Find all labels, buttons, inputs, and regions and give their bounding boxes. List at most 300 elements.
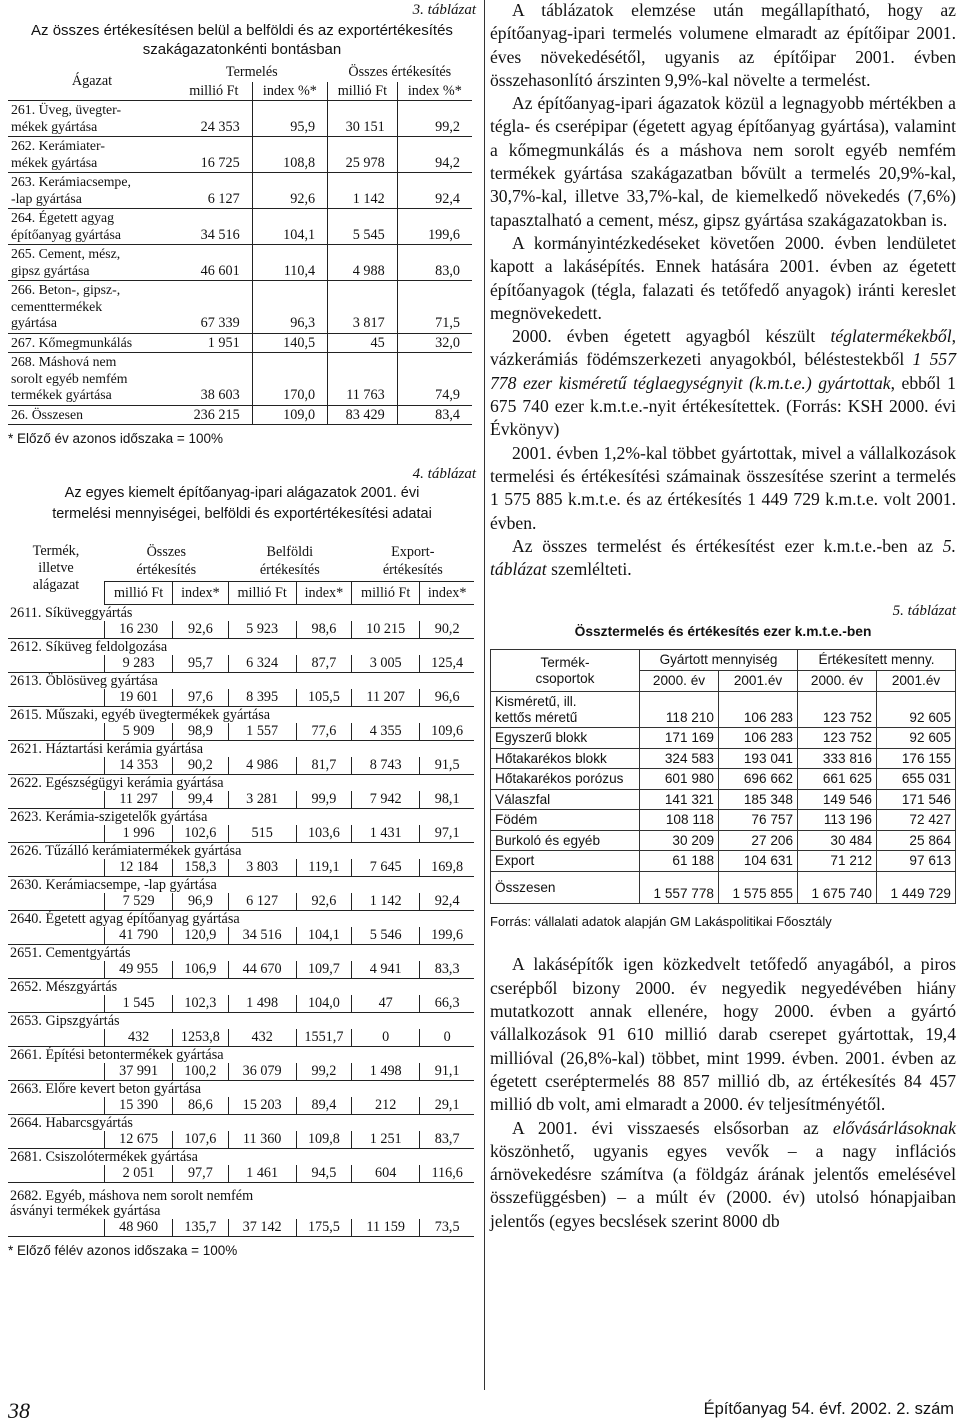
table4-group-row [8,1183,474,1220]
table4-header-col: index* [173,582,228,605]
table3-cell: 109,0 [252,405,327,425]
table4-cell: 212 [352,1097,420,1115]
table3-row [8,405,472,425]
table3-row [8,173,472,209]
table4-cell: 8 743 [352,757,420,775]
table4-group-name: 2681. Csiszolótermékek gyártása [10,1149,198,1165]
table5-cell: 104 631 [719,851,798,872]
table3-row [8,137,472,173]
table5-cell: 123 752 [798,728,877,749]
table4-cell: 5 909 [105,723,173,741]
table5-cell: 655 031 [877,769,956,790]
table3-cell: 25 978 [328,137,398,173]
table4-cell: 98,1 [420,791,474,809]
table5-cell: 185 348 [719,789,798,810]
table5-cell: 123 752 [798,692,877,728]
table4-header-col: millió Ft [105,582,173,605]
table4-cell: 4 355 [352,723,420,741]
table4-cell: 125,4 [420,655,474,673]
table3-cell: 32,0 [397,333,472,353]
table4-group-name: 2612. Síküveg feldolgozása [10,639,168,655]
table4-cell: 37 991 [105,1063,173,1081]
table4-cell: 83,7 [420,1131,474,1149]
table5-row [491,789,956,810]
table4-cell: 36 079 [228,1063,296,1081]
table4-cell: 73,5 [420,1219,474,1237]
table4-cell: 89,4 [296,1097,351,1115]
table4-value-row [8,1165,474,1183]
table4 [8,541,474,1237]
table5-header-group: Termék- csoportok [491,650,640,692]
table4-cell: 4 941 [352,961,420,979]
table4-cell: 0 [420,1029,474,1047]
table4-header-domestic: Belföldi értékesítés [259,544,320,578]
table4-cell: 104,0 [296,995,351,1013]
table5-row [491,692,956,728]
table5-row [491,830,956,851]
table4-cell: 199,6 [420,927,474,945]
table4-group-name: 2623. Kerámia-szigetelők gyártása [10,809,208,825]
table4-group-row [8,843,474,860]
table4-cell: 10 215 [352,621,420,639]
table3-cell: 92,6 [252,173,327,209]
table4-cell: 96,6 [420,689,474,707]
table3-cell: 38 603 [176,353,252,406]
table4-cell: 1 251 [352,1131,420,1149]
table4-cell: 11 159 [352,1219,420,1237]
table5-cell: 1 557 778 [640,871,719,904]
table4-cell: 90,2 [420,621,474,639]
table5-cell: 72 427 [877,810,956,831]
table4-cell: 8 395 [228,689,296,707]
table3-header-sales: Összes értékesítés [348,64,452,80]
table3-row-name: 265. Cement, mész, gipsz gyártása [8,245,176,281]
table4-cell: 1 498 [352,1063,420,1081]
table4-cell: 12 184 [105,859,173,877]
table4-cell: 41 790 [105,927,173,945]
table3-cell: 3 817 [328,281,398,334]
table4-value-row [8,757,474,775]
table4-cell: 119,1 [296,859,351,877]
table4-cell: 104,1 [296,927,351,945]
table4-group-name: 2652. Mészgyártás [10,979,118,995]
table4-header-col: millió Ft [228,582,296,605]
table4-cell: 1 431 [352,825,420,843]
table3-row-name: 262. Kerámiater- mékek gyártása [8,137,176,173]
table3-title [8,21,476,59]
table4-cell: 97,6 [173,689,228,707]
page-number: 38 [8,1398,30,1423]
paragraph-2: Az építőanyag-ipari ágazatok közül a legnagyobb mértékben a tégla- és cserépipar (égetett agyag építőanyag gyártása), valamint a kőmegmunkálás és a máshova nem sorolt egyéb nemfém termékek gyártása szakágazatban bővült a termelés 20,9%-kal, 30,7%-kal, illetve 33,7%-kal, de kiemelkedő növekedés (7,6%) tapasztalható a cement, mész, gipsz gyártása szakágazatokban is. [490,93,956,230]
table3-row-name: 261. Üveg, üvegter- mékek gyártása [8,101,176,137]
table5-row [491,748,956,769]
table4-value-row [8,1219,474,1237]
table4-cell: 95,7 [173,655,228,673]
table3-header-production: Termelés [225,64,278,80]
table4-value-row [8,859,474,877]
table4-value-row [8,655,474,673]
table4-cell: 90,2 [173,757,228,775]
paragraph-1: A táblázatok elemzése után megállapítható, hogy az építőanyag-ipari termelés volumene elmaradt az építőipar 2001. éves növekedésétől, ugyanis az építőipar 2001. évben összehasonlító árszinten 9,9%-kal növelte a termelést. [490,0,956,90]
table4-cell: 1551,7 [296,1029,351,1047]
table4-cell: 175,5 [296,1219,351,1237]
table3-cell: 140,5 [252,333,327,353]
table4-cell: 4 986 [228,757,296,775]
table4-cell: 98,9 [173,723,228,741]
table5-row-name: Födém [491,810,640,831]
table4-group-name: 2682. Egyéb, máshova nem sorolt nemfém ásványi termékek gyártása [10,1188,254,1219]
table5-cell: 661 625 [798,769,877,790]
table4-cell: 15 203 [228,1097,296,1115]
table3-cell: 92,4 [397,173,472,209]
table4-cell: 92,4 [420,893,474,911]
table4-header-product: Termék, illetve alágazat [32,543,80,593]
table4-cell: 6 127 [228,893,296,911]
table4-value-row [8,961,474,979]
table4-label: 4. táblázat [412,466,476,482]
table4-cell: 169,8 [420,859,474,877]
table4-cell: 91,5 [420,757,474,775]
table4-value-row [8,791,474,809]
table4-value-row [8,723,474,741]
paragraph-8: A 2001. évi visszaesés elsősorban az elővásárlásoknak köszönhető, ugyanis egyes vevők – a nagy inflációs árnövekedésre számítva (a földgáz árának jelentős emelésével összefüggésben) – a múlt év (2000. év) utolsó hónapjaiban jelentős (egyes becslések szerint 8000 db [490,1117,956,1231]
table4-cell: 120,9 [173,927,228,945]
table3-cell: 30 151 [328,101,398,137]
table4-group-name: 2663. Előre kevert beton gyártása [10,1081,202,1097]
table4-group-row [8,877,474,894]
table5-row-name: Export [491,851,640,872]
table4-group-name: 2621. Háztartási kerámia gyártása [10,741,204,757]
table4-cell: 5 546 [352,927,420,945]
table4-cell: 48 960 [105,1219,173,1237]
table5-cell: 97 613 [877,851,956,872]
table4-group-row [8,911,474,928]
table5-row [491,769,956,790]
table5-cell: 193 041 [719,748,798,769]
table3-cell: 83,4 [397,405,472,425]
table4-group-name: 2630. Kerámiacsempe, -lap gyártása [10,877,217,893]
table4-cell: 2 051 [105,1165,173,1183]
table4-cell: 3 005 [352,655,420,673]
table5-cell: 171 169 [640,728,719,749]
table5-cell: 76 757 [719,810,798,831]
table4-cell: 6 324 [228,655,296,673]
table3-note: * Előző év azonos időszaka = 100% [8,431,224,446]
table5-label: 5. táblázat [892,603,956,620]
table4-cell: 49 955 [105,961,173,979]
table3-cell: 67 339 [176,281,252,334]
table3-cell: 83,0 [397,245,472,281]
table3-row-name: 26. Összesen [8,405,176,425]
table4-cell: 109,8 [296,1131,351,1149]
table5-cell: 25 864 [877,830,956,851]
table4-group-row [8,1013,474,1030]
table5-header-year: 2001.év [877,671,956,692]
table4-group-name: 2622. Egészségügyi kerámia gyártása [10,775,224,791]
table4-cell: 3 803 [228,859,296,877]
table4-cell: 105,5 [296,689,351,707]
table3-cell: 99,2 [397,101,472,137]
table3-row [8,245,472,281]
table4-value-row [8,995,474,1013]
table4-header-col: millió Ft [352,582,420,605]
table4-group-name: 2640. Égetett agyag építőanyag gyártása [10,911,240,927]
table4-cell: 15 390 [105,1097,173,1115]
table3-cell: 46 601 [176,245,252,281]
left-column [8,0,476,1258]
table4-cell: 116,6 [420,1165,474,1183]
paragraph-7: A lakásépítők igen közkedvelt tetőfedő anyagából, a piros cserépből bizony 2000. év negyedik negyedévében hiány mutatkozott annak ellenére, hogy 2000. évben a gyártó vállalkozások 91 610 millió darab cserepet gyártottak, 19,4 millióval (26,8%-kal) többet, mint 1999. évben. 2001. évben az égetett cseréptermelés 88 857 millió db, az értékesítés 84 457 millió db volt, ami elmaradt a 2000. év teljesítményétől. [490,954,956,1115]
table4-cell: 135,7 [173,1219,228,1237]
table4-cell: 92,6 [173,621,228,639]
table5-cell: 601 980 [640,769,719,790]
table4-cell: 1 557 [228,723,296,741]
table4-group-name: 2613. Öblösüveg gyártása [10,673,158,689]
table3 [8,63,472,425]
table4-cell: 7 942 [352,791,420,809]
table3-cell: 110,4 [252,245,327,281]
table4-cell: 29,1 [420,1097,474,1115]
journal-info: Építőanyag 54. évf. 2002. 2. szám [703,1400,954,1418]
table4-value-row [8,1131,474,1149]
table5-cell: 27 206 [719,830,798,851]
table4-group-row [8,1149,474,1166]
table4-cell: 86,6 [173,1097,228,1115]
table5-row-name: Kisméretű, ill. kettős méretű [491,692,640,728]
table5-row-name: Hőtakarékos blokk [491,748,640,769]
table4-cell: 11 297 [105,791,173,809]
table3-cell: 16 725 [176,137,252,173]
table3-cell: 74,9 [397,353,472,406]
table5-row [491,851,956,872]
table4-cell: 604 [352,1165,420,1183]
table3-row [8,209,472,245]
table4-group-row [8,707,474,724]
table5-cell: 141 321 [640,789,719,810]
table3-cell: 11 763 [328,353,398,406]
table5-cell: 1 449 729 [877,871,956,904]
table3-cell: 83 429 [328,405,398,425]
table5-cell: 106 283 [719,728,798,749]
table5-cell: 61 188 [640,851,719,872]
table4-group-row [8,1081,474,1098]
table3-cell: 24 353 [176,101,252,137]
table4-cell: 0 [352,1029,420,1047]
table5-cell: 1 675 740 [798,871,877,904]
table4-cell: 37 142 [228,1219,296,1237]
table4-cell: 96,9 [173,893,228,911]
table5-header-year: 2000. év [798,671,877,692]
table4-cell: 109,7 [296,961,351,979]
table4-cell: 100,2 [173,1063,228,1081]
table4-cell: 5 923 [228,621,296,639]
table4-value-row [8,1029,474,1047]
table5-title: Össztermelés és értékesítés ezer k.m.t.e.-ben [574,624,872,640]
table4-cell: 94,5 [296,1165,351,1183]
table4-cell: 81,7 [296,757,351,775]
table4-group-name: 2661. Építési betontermékek gyártása [10,1047,224,1063]
table4-header-total: Összes értékesítés [136,544,197,578]
table4-value-row [8,1063,474,1081]
table5-row-name: Egyszerű blokk [491,728,640,749]
table4-title-line2: termelési mennyiségei, belföldi és exportértékesítési adatai [52,506,432,522]
table4-value-row [8,893,474,911]
table4-cell: 106,9 [173,961,228,979]
table5-cell: 113 196 [798,810,877,831]
table5-cell: 92 605 [877,692,956,728]
table5-cell: 149 546 [798,789,877,810]
table4-cell: 9 283 [105,655,173,673]
table5-cell: 324 583 [640,748,719,769]
table5-cell: 176 155 [877,748,956,769]
table4-group-row [8,639,474,656]
table3-title-line1: Az összes értékesítésen belül a belföldi és az exportértékesítés [31,22,453,39]
table3-cell: 94,2 [397,137,472,173]
table4-cell: 1 545 [105,995,173,1013]
table4-header-col: index* [420,582,474,605]
table4-cell: 44 670 [228,961,296,979]
table4-cell: 1 461 [228,1165,296,1183]
table4-cell: 12 675 [105,1131,173,1149]
table3-cell: 4 988 [328,245,398,281]
table4-group-row [8,945,474,962]
table4-group-row [8,979,474,996]
table4-cell: 158,3 [173,859,228,877]
table5-cell: 333 816 [798,748,877,769]
table4-cell: 11 207 [352,689,420,707]
table5-row-name: Válaszfal [491,789,640,810]
table3-cell: 108,8 [252,137,327,173]
table5-row-name: Összesen [491,871,640,904]
table4-cell: 103,6 [296,825,351,843]
paragraph-6: Az összes termelést és értékesítést ezer k.m.t.e.-ben az 5. táblázat szemlélteti. [490,535,956,580]
table5-row-name: Hőtakarékos porózus [491,769,640,790]
table3-row [8,333,472,353]
paragraph-5: 2001. évben 1,2%-kal többet gyártottak, mivel a vállalkozások termelési és értékesítési számainak összesítése szerint a termelés 1 575 885 k.m.t.e. és az értékesítés 1 449 729 k.m.t.e. volt 2001. évben. [490,442,956,533]
table5-header-sales: Értékesített menny. [798,650,956,671]
table5-cell: 30 209 [640,830,719,851]
table4-cell: 34 516 [228,927,296,945]
table4-cell: 16 230 [105,621,173,639]
table4-group-row [8,741,474,758]
table3-cell: 1 142 [328,173,398,209]
table4-group-row [8,775,474,792]
table4-group-name: 2651. Cementgyártás [10,945,131,961]
table5-header-production: Gyártott mennyiség [640,650,798,671]
table3-header-index1: index %* [252,82,327,101]
table3-row-name: 264. Égetett agyag építőanyag gyártása [8,209,176,245]
table4-header-export: Export- értékesítés [382,544,443,578]
table4-group-row [8,1047,474,1064]
table4-group-name: 2615. Műszaki, egyéb üvegtermékek gyártása [10,707,271,723]
table4-cell: 7 529 [105,893,173,911]
table5-row [491,728,956,749]
table3-header-unit2: millió Ft [328,82,398,101]
table4-cell: 432 [228,1029,296,1047]
table3-row [8,281,472,334]
table4-cell: 1 498 [228,995,296,1013]
table4-cell: 7 645 [352,859,420,877]
table3-title-line2: szakágazatonkénti bontásban [142,41,342,58]
table4-group-row [8,673,474,690]
table3-cell: 1 951 [176,333,252,353]
table3-cell: 104,1 [252,209,327,245]
paragraph-3: A kormányintézkedéseket követően 2000. évben lendületet kapott a lakásépítés. Ennek hatására 2001. évben az égetett építőanyagok (tégla, falazati és tetőfedő anyagok) iránti kereslet megnövekedett. [490,232,956,323]
table4-cell: 432 [105,1029,173,1047]
table5-cell: 71 212 [798,851,877,872]
table3-cell: 34 516 [176,209,252,245]
table4-cell: 83,3 [420,961,474,979]
table5-source: Forrás: vállalati adatok alapján GM Lakáspolitikai Főosztály [490,914,832,930]
table3-header-branch: Ágazat [8,63,176,101]
table5-cell: 92 605 [877,728,956,749]
table4-group-row [8,605,474,622]
table3-row [8,101,472,137]
table3-cell: 199,6 [397,209,472,245]
table4-value-row [8,689,474,707]
table3-label: 3. táblázat [412,2,476,18]
table5-row [491,871,956,904]
table3-cell: 236 215 [176,405,252,425]
table5-cell: 106 283 [719,692,798,728]
table4-cell: 66,3 [420,995,474,1013]
table3-cell: 96,3 [252,281,327,334]
table5 [490,649,956,904]
table5-cell: 1 575 855 [719,871,798,904]
table4-cell: 1 142 [352,893,420,911]
table4-cell: 1253,8 [173,1029,228,1047]
table4-cell: 98,6 [296,621,351,639]
table4-group-name: 2653. Gipszgyártás [10,1013,120,1029]
table5-header-year: 2000. év [640,671,719,692]
table4-cell: 97,7 [173,1165,228,1183]
table3-cell: 6 127 [176,173,252,209]
table3-header-unit1: millió Ft [176,82,252,101]
table4-cell: 11 360 [228,1131,296,1149]
table4-title [8,483,476,525]
table3-cell: 71,5 [397,281,472,334]
column-divider [484,0,485,1390]
table4-cell: 99,2 [296,1063,351,1081]
table5-row-name: Burkoló és egyéb [491,830,640,851]
table4-cell: 99,9 [296,791,351,809]
table4-cell: 107,6 [173,1131,228,1149]
table4-header-col: index* [296,582,351,605]
table4-group-name: 2664. Habarcsgyártás [10,1115,133,1131]
table3-cell: 45 [328,333,398,353]
right-column [490,0,956,1233]
table4-group-name: 2611. Síküveggyártás [10,605,133,621]
paragraph-4: 2000. évben égetett agyagból készült téglatermékekből, vázkerámiás födémszerkezeti anyagokból, béléstestekből 1 557 778 ezer kisméretű téglaegységnyit (k.m.t.e.) gyártottak, ebből 1 675 740 ezer k.m.t.e.-nyit értékesítettek. (Forrás: KSH 2000. évi Évkönyv) [490,326,956,440]
table4-cell: 92,6 [296,893,351,911]
table5-cell: 118 210 [640,692,719,728]
table4-group-name: 2626. Tűzálló kerámiatermékek gyártása [10,843,242,859]
table4-cell: 77,6 [296,723,351,741]
table4-cell: 109,6 [420,723,474,741]
table3-cell: 5 545 [328,209,398,245]
table3-cell: 95,9 [252,101,327,137]
table5-header-year: 2001.év [719,671,798,692]
table4-group-row [8,809,474,826]
table4-value-row [8,927,474,945]
table3-row-name: 267. Kőmegmunkálás [8,333,176,353]
table4-cell: 87,7 [296,655,351,673]
table3-header-index2: index %* [397,82,472,101]
table3-row [8,353,472,406]
table4-cell: 47 [352,995,420,1013]
table3-row-name: 268. Máshová nem sorolt egyéb nemfém termékek gyártása [8,353,176,406]
table4-cell: 3 281 [228,791,296,809]
